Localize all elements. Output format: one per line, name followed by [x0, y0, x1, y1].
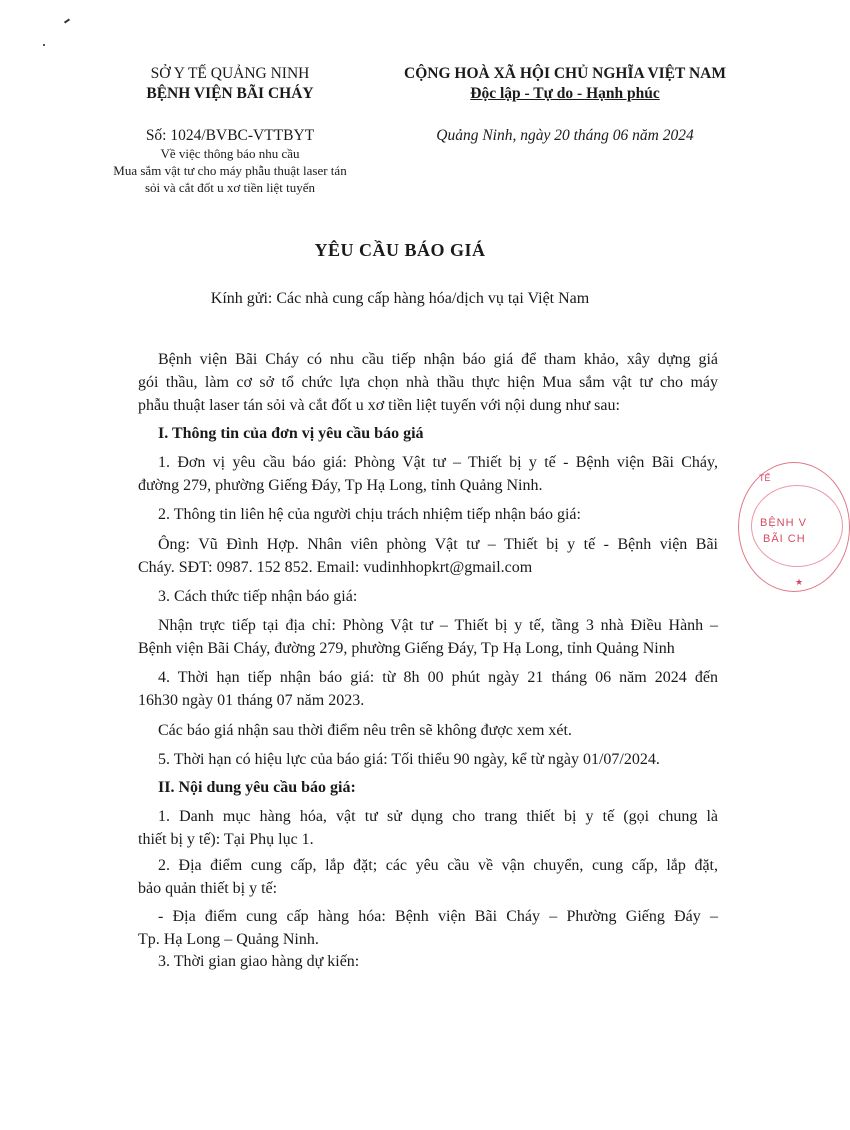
stamp-text-line1: BỆNH V: [760, 517, 807, 529]
delivery-place-line1: - Địa điểm cung cấp hàng hóa: Bệnh viện Bãi Cháy – Phường Giếng Đáy –: [158, 908, 718, 925]
intro-line2: gói thầu, làm cơ sở tổ chức lựa chọn nhà thầu thực hiện Mua sắm vật tư cho máy: [138, 374, 718, 391]
hospital-stamp: [738, 462, 850, 592]
document-title: YÊU CẦU BÁO GIÁ: [314, 240, 486, 260]
stamp-text-line2: BÃI CH: [763, 533, 806, 545]
stamp-top-text: TẾ: [759, 473, 771, 483]
section1-item1-line1: 1. Đơn vị yêu cầu báo giá: Phòng Vật tư – Thiết bị y tế - Bệnh viện Bãi Cháy,: [158, 454, 718, 471]
document-summary-line3: sỏi và cắt đốt u xơ tiền liệt tuyến: [144, 180, 316, 195]
scan-dot: [43, 44, 45, 46]
scan-mark: [64, 18, 70, 23]
section2-item1-line2: thiết bị y tế): Tại Phụ lục 1.: [138, 831, 314, 848]
section2-heading: II. Nội dung yêu cầu báo giá:: [158, 779, 356, 796]
section2-item1-line1: 1. Danh mục hàng hóa, vật tư sử dụng cho trang thiết bị y tế (gọi chung là: [158, 808, 718, 825]
contact-line2: Cháy. SĐT: 0987. 152 852. Email: vudinhhopkrt@gmail.com: [138, 559, 533, 576]
late-note: Các báo giá nhận sau thời điểm nêu trên sẽ không được xem xét.: [158, 722, 572, 739]
contact-line1: Ông: Vũ Đình Hợp. Nhân viên phòng Vật tư – Thiết bị y tế - Bệnh viện Bãi: [158, 536, 718, 553]
national-title: CỘNG HOÀ XÃ HỘI CHỦ NGHĨA VIỆT NAM: [404, 65, 726, 82]
section1-item5: 5. Thời hạn có hiệu lực của báo giá: Tối thiểu 90 ngày, kể từ ngày 01/07/2024.: [158, 751, 660, 768]
section2-item2-line1: 2. Địa điểm cung cấp, lắp đặt; các yêu cầu về vận chuyển, cung cấp, lắp đặt,: [158, 857, 718, 874]
delivery-place-line2: Tp. Hạ Long – Quảng Ninh.: [138, 931, 319, 948]
receive-line1: Nhận trực tiếp tại địa chỉ: Phòng Vật tư – Thiết bị y tế, tầng 3 nhà Điều Hành –: [158, 617, 718, 634]
recipient: Kính gửi: Các nhà cung cấp hàng hóa/dịch vụ tại Việt Nam: [210, 290, 590, 307]
document-summary-line1: Về việc thông báo nhu cầu: [160, 146, 300, 161]
intro-line1: Bệnh viện Bãi Cháy có nhu cầu tiếp nhận báo giá để tham khảo, xây dựng giá: [158, 351, 718, 368]
section2-item3: 3. Thời gian giao hàng dự kiến:: [158, 953, 360, 970]
receive-line2: Bệnh viện Bãi Cháy, đường 279, phường Giếng Đáy, Tp Hạ Long, tỉnh Quảng Ninh: [138, 640, 675, 657]
stamp-star-icon: ★: [795, 577, 804, 587]
section1-item2: 2. Thông tin liên hệ của người chịu trách nhiệm tiếp nhận báo giá:: [158, 506, 581, 523]
national-motto: [400, 84, 730, 104]
document-number: Số: 1024/BVBC-VTTBYT: [145, 127, 315, 144]
issuing-authority: SỞ Y TẾ QUẢNG NINH: [150, 65, 310, 82]
intro-line3: phẫu thuật laser tán sỏi và cắt đốt u xơ tiền liệt tuyến với nội dung như sau:: [138, 397, 620, 414]
section1-item3: 3. Cách thức tiếp nhận báo giá:: [158, 588, 358, 605]
document-summary-line2: Mua sắm vật tư cho máy phẫu thuật laser tán: [113, 163, 347, 178]
place-and-date: Quảng Ninh, ngày 20 tháng 06 năm 2024: [436, 127, 694, 144]
section1-item4-line2: 16h30 ngày 01 tháng 07 năm 2023.: [138, 692, 365, 709]
section1-heading: I. Thông tin của đơn vị yêu cầu báo giá: [158, 425, 424, 442]
section2-item2-line2: bảo quản thiết bị y tế:: [138, 880, 278, 897]
section1-item1-line2: đường 279, phường Giếng Đáy, Tp Hạ Long, tỉnh Quảng Ninh.: [138, 477, 543, 494]
hospital-name: BỆNH VIỆN BÃI CHÁY: [146, 85, 314, 102]
national-motto-text: Độc lập - Tự do - Hạnh phúc: [470, 85, 660, 102]
section1-item4-line1: 4. Thời hạn tiếp nhận báo giá: từ 8h 00 phút ngày 21 tháng 06 năm 2024 đến: [158, 669, 718, 686]
